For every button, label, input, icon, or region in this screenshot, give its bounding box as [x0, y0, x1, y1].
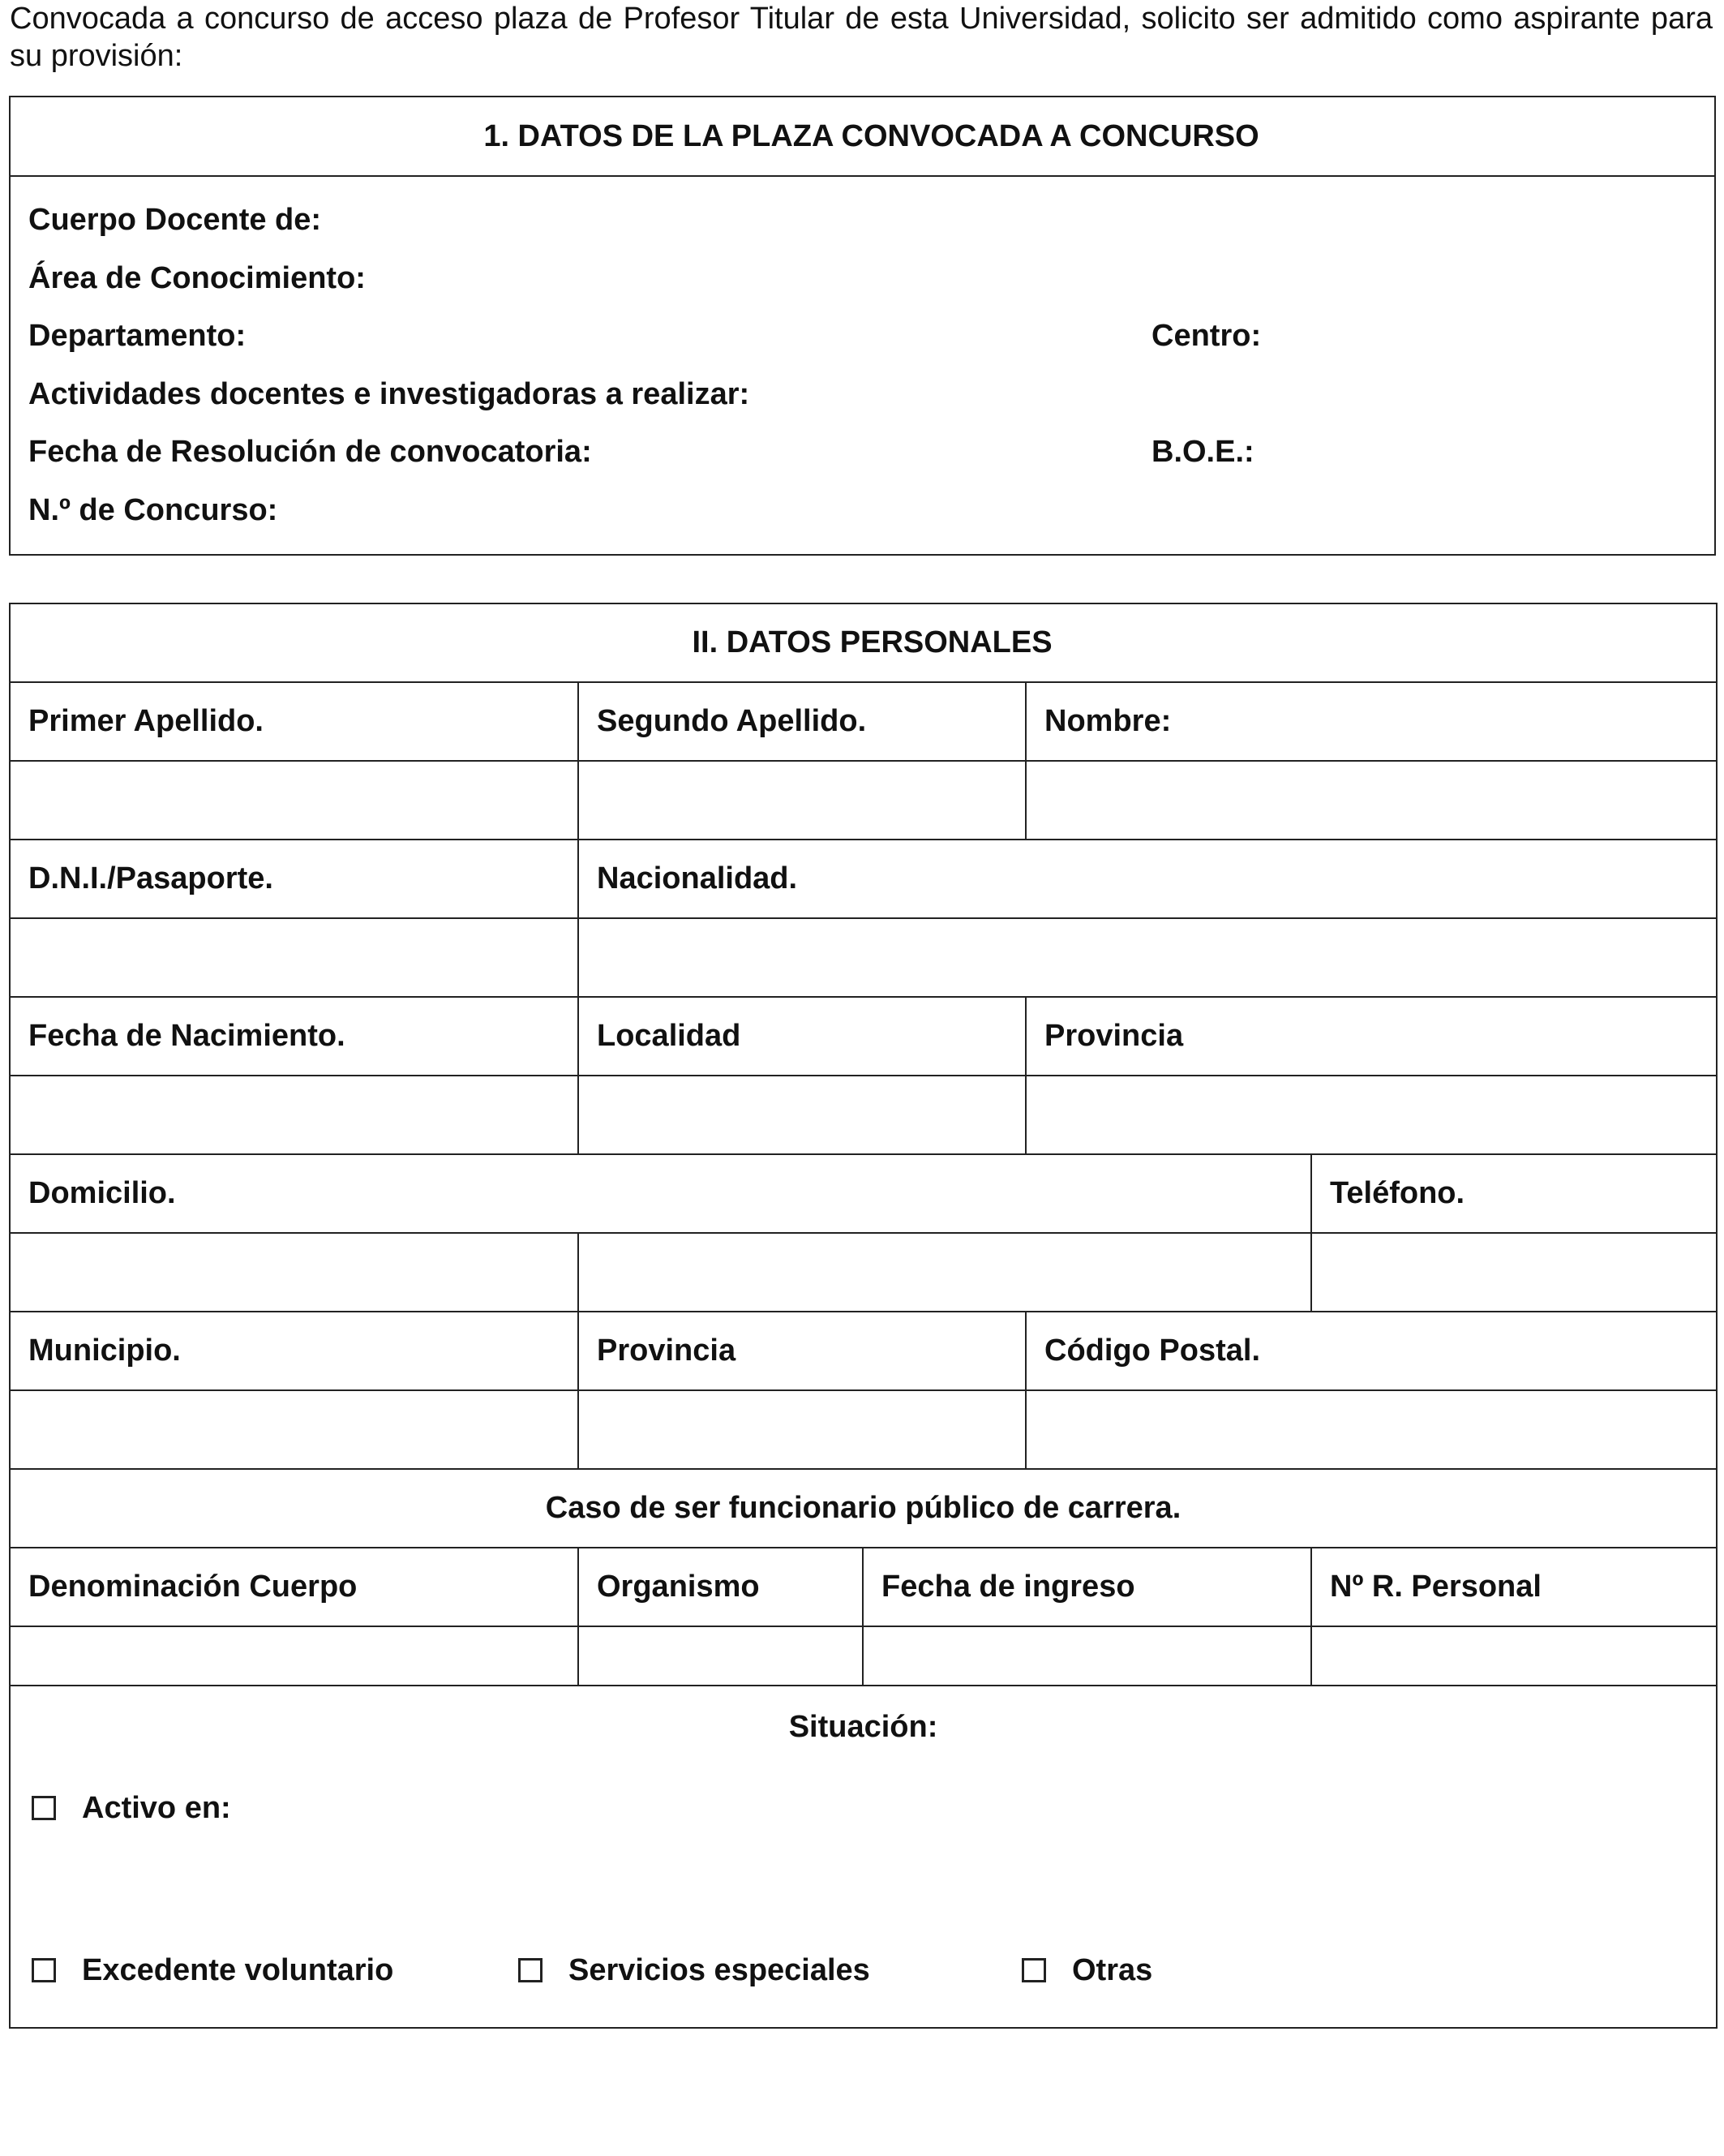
nacionalidad-label: Nacionalidad.	[578, 840, 1717, 918]
municipio-field[interactable]	[10, 1390, 578, 1469]
personal-data-table	[9, 603, 1718, 2029]
fecha-ingreso-field[interactable]	[863, 1626, 1311, 1686]
otras-option[interactable]	[1022, 1952, 1152, 1988]
denominacion-cuerpo-field[interactable]	[10, 1626, 578, 1686]
excedente-option[interactable]	[32, 1952, 393, 1988]
provincia-domicilio-field[interactable]	[578, 1390, 1026, 1469]
intro-paragraph: Convocada a concurso de acceso plaza de Profesor Titular de esta Universidad, solicito ser admitido como aspirante para su provisión:	[10, 2, 1713, 73]
centro-label: Centro:	[1151, 319, 1262, 353]
segundo-apellido-field[interactable]	[578, 761, 1026, 840]
activo-option[interactable]	[32, 1790, 231, 1826]
nr-personal-field[interactable]	[1311, 1626, 1717, 1686]
departamento-label: Departamento:	[28, 319, 247, 353]
otras-label: Otras	[1072, 1953, 1153, 1987]
domicilio-label: Domicilio.	[10, 1154, 1311, 1233]
domicilio-field-2[interactable]	[578, 1233, 1311, 1312]
situacion-title: Situación:	[788, 1710, 938, 1744]
boe-label: B.O.E.:	[1151, 435, 1254, 469]
provincia-nacimiento-field[interactable]	[1026, 1076, 1717, 1154]
fecha-ingreso-label: Fecha de ingreso	[863, 1548, 1311, 1626]
section1-title: 1. DATOS DE LA PLAZA CONVOCADA A CONCURSO	[10, 97, 1715, 176]
servicios-label: Servicios especiales	[568, 1953, 870, 1987]
municipio-label: Municipio.	[10, 1312, 578, 1390]
denominacion-cuerpo-label: Denominación Cuerpo	[10, 1548, 578, 1626]
nacionalidad-field[interactable]	[578, 918, 1717, 997]
provincia-nacimiento-label: Provincia	[1026, 997, 1717, 1076]
localidad-label: Localidad	[578, 997, 1026, 1076]
servicios-checkbox[interactable]	[518, 1958, 543, 1982]
primer-apellido-label: Primer Apellido.	[10, 682, 578, 761]
activo-label: Activo en:	[82, 1791, 231, 1825]
organismo-label: Organismo	[578, 1548, 863, 1626]
nombre-field[interactable]	[1026, 761, 1717, 840]
plaza-data-body	[10, 176, 1715, 555]
fecha-nacimiento-field[interactable]	[10, 1076, 578, 1154]
dni-label: D.N.I./Pasaporte.	[10, 840, 578, 918]
section2-title: II. DATOS PERSONALES	[10, 603, 1717, 682]
actividades-label: Actividades docentes e investigadoras a realizar:	[28, 376, 750, 411]
fecha-resolucion-label: Fecha de Resolución de convocatoria:	[28, 435, 592, 469]
nombre-label: Nombre:	[1026, 682, 1717, 761]
numero-concurso-label: N.º de Concurso:	[28, 492, 278, 527]
cuerpo-docente-label: Cuerpo Docente de:	[28, 203, 322, 237]
excedente-checkbox[interactable]	[32, 1958, 56, 1982]
nr-personal-label: Nº R. Personal	[1311, 1548, 1717, 1626]
plaza-data-table	[9, 96, 1716, 556]
segundo-apellido-label: Segundo Apellido.	[578, 682, 1026, 761]
telefono-label: Teléfono.	[1311, 1154, 1717, 1233]
dni-field[interactable]	[10, 918, 578, 997]
otras-checkbox[interactable]	[1022, 1958, 1046, 1982]
organismo-field[interactable]	[578, 1626, 863, 1686]
funcionario-title: Caso de ser funcionario público de carrera.	[10, 1469, 1717, 1548]
activo-checkbox[interactable]	[32, 1796, 56, 1820]
primer-apellido-field[interactable]	[10, 761, 578, 840]
fecha-nacimiento-label: Fecha de Nacimiento.	[10, 997, 578, 1076]
localidad-field[interactable]	[578, 1076, 1026, 1154]
telefono-field[interactable]	[1311, 1233, 1717, 1312]
situacion-cell	[10, 1686, 1717, 2028]
codigo-postal-label: Código Postal.	[1026, 1312, 1717, 1390]
codigo-postal-field[interactable]	[1026, 1390, 1717, 1469]
domicilio-field-1[interactable]	[10, 1233, 578, 1312]
servicios-option[interactable]	[518, 1952, 870, 1988]
area-conocimiento-label: Área de Conocimiento:	[28, 260, 366, 295]
provincia-domicilio-label: Provincia	[578, 1312, 1026, 1390]
excedente-label: Excedente voluntario	[82, 1953, 394, 1987]
